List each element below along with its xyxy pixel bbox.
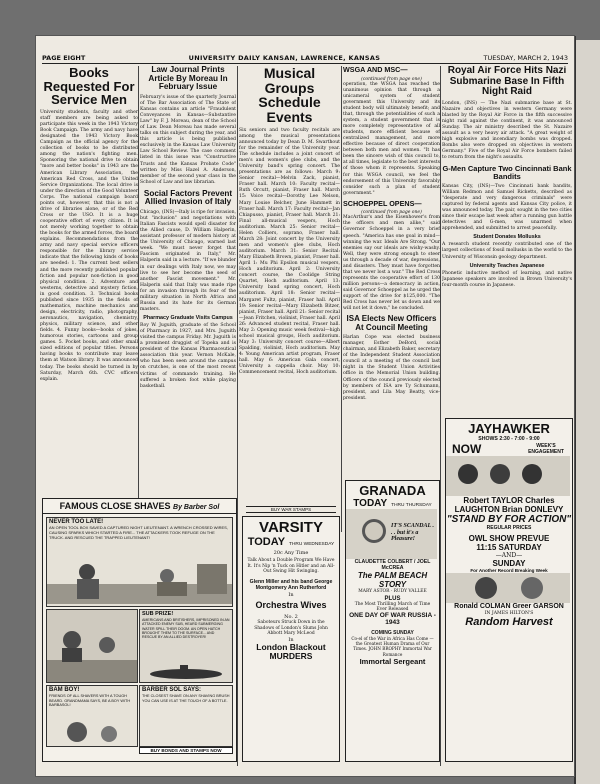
column-rule: [237, 66, 238, 766]
column-5: [442, 66, 572, 446]
granada-coming: COMING SUNDAY: [371, 629, 414, 636]
varsity-feature2: London Blackout MURDERS: [256, 641, 326, 662]
jayhawker-sunday: SUNDAY: [492, 559, 526, 569]
granada-cast: MARY ASTOR · RUDY VALLEE: [358, 589, 427, 594]
varsity-today: TODAY: [247, 536, 286, 548]
granada-extra-feature: ONE DAY OF WAR RUSSIA - 1943: [349, 612, 436, 627]
granada-tagline: IT'S SCANDAL . . . but it's a Pleasure!: [391, 523, 434, 543]
varsity-desc1: Talk About a Double Program We Have It. It's Nip 'n Tuck on Hitler and an All-Out Swing Hit Swinging.: [247, 558, 335, 574]
continued-note: (continued from page one): [361, 210, 422, 216]
newspaper-page: [36, 36, 574, 776]
panel4-text: THE CLOSEST SHAVE ON ANY SHAVING BRUSH YOU CAN USE IS AT THE TOUCH OF A BOTTLE.: [142, 694, 230, 703]
headline-social-factors: Social Factors Prevent Allied Invasion of Italy: [143, 188, 233, 207]
article-wsga-body: operation, the WSGA has reached the unanimous opinion that through a unicameral system of student government this University and its student body will ultimately benefit; and that, through the potentialities of such a system, a student government that is more completely representative of all students, more efficient because of centralized management, and more effective because of direct cooperation between both men and women. "It has been the sincere wish of this council to, at all times, legislate to the best interests of those whom it represents. Speaking for this WSGA council, we feel the endorsement of this University favorably consider such a plan of student government.": [343, 81, 440, 196]
jayhawker-prices: REGULAR PRICES: [486, 525, 532, 532]
jayhawker-feature2: Random Harvest: [465, 616, 553, 629]
article-mollusks-body: A research student recently contributed one of the largest collections of fossil mollusks in the world to the University of Wisconsin geology department.: [442, 242, 572, 260]
varsity-price: 20c Any Time: [273, 550, 309, 556]
granada-today: TODAY: [353, 498, 388, 509]
page-header: [42, 53, 568, 64]
headline-books: Books Requested For Service Men: [43, 66, 135, 108]
panel4-heading: BARBER SOL SAYS:: [142, 687, 202, 693]
article-musical-groups-body: Six seniors and two faculty recitals are among the musical presentations announced today by Dean D. M. Swarthout for the remainder of the University year. The schedule includes a joint concert of men's and women's glee clubs, and the University band's spring concert. The presentations are as follows: March 9: Senior recital—Melvin Zack, pianist, Fraser hall. March 10: Faculty recital—Ruth Orcutt, pianist, Fraser hall. March 15: Voice recital—Dorothy Lee Nelson, Mary Louise Belcher, June Hammett in Fraser hall. March 17: Faculty recital—Jan Chiapusso, pianist, Fraser hall. March 21: Final all-musical vespers, Hoch auditorium. March 25: Senior recital—Helen Colliers, soprano, Fraser hall. March 28: Joint concert by the University men and women's glee clubs, Hoch auditorium. March 31: Senior Recital: Mary Elizabeth Brown, pianist, Fraser hall. April 1: Mu Phi Epsilon musical vespers, Hoch auditorium. April 2: University concert course, the Coolidge String Quartet, Hoch auditorium. April 13: University band spring concert, Hoch auditorium. April 18: Senior recital—Margaret Fultz, pianist, Fraser hall. April 19: Senior recital—Mary Elizabeth Bitzer, pianist, Fraser hall. April 21: Senior recital—Jean Fritchen, violinist, Fraser hall. April 26: Advanced student recital, Fraser hall. May 2: Opening music week festival—high school musical groups, Hoch auditorium. May 3: University concert course—Albert Spalding, violinist, Hoch auditorium. May 4: Young American artist program, Fraser hall. May 6: American Gala concert, University a cappella choir. May 10: Commencement recital, Hoch auditorium.: [239, 127, 340, 376]
jayhawker-name: JAYHAWKER: [468, 421, 550, 436]
granada-plus: PLUS: [384, 596, 401, 602]
comic-panel-0: [46, 609, 138, 683]
varsity-name: VARSITY: [259, 519, 323, 536]
article-isa-body: Harlan Cope was elected business manager, Esther DeBord, social chairman, and Elizabeth Baker, secretary of the Independent Student Association council at a meeting of the council last night in the Student Union Activities office in the Memorial Union building. Officers of the council previously elected by members of ISA are Ty Schumann, president, and Lila May Beatty, vice-president.: [343, 335, 440, 401]
soldier-illustration: [47, 554, 232, 604]
column-2: [140, 66, 236, 532]
granada-thru: THRU THURSDAY: [391, 503, 432, 508]
panel1-text: AN OPEN TOOL BOX SAVED A CAPTURED NIGHT LIEUTENANT. A WRENCH CROSSED WIRES, CAUSING SPARKS WHICH STARTED A FIRE... THE ATTACKERS TOOK REFUGE ON THE TRUCK. AND RESCUED THE TRAPPED LIEUTENANT!: [49, 525, 228, 540]
headline-schoeppel: SCHOEPPEL OPENS—: [343, 198, 422, 208]
article-gmen-body: Kansas City, (INS)—Two Cincinnati bank bandits, William Redmon and Samuel Ricketts, described as "desperate and very dangerous criminals" were captured by federal agents and Kansas City police, it was announced today. The pair, sought in the two cities since their escape last week after a running gun battle detectives and G-men, was unarmed when apprehended, and submitted to arrest peacefully.: [442, 183, 572, 232]
article-social-factors-body: Chicago, (INS)—Italy is ripe for invasion, but "inclusion" and negotiations with Italian Fascists would spell disaster for the Allied cause, D. William Halperin, assistant professor of modern history at the University of Chicago, warned last week. "We must never forget that Fascism originated in Italy," Mr. Halperin said in a lecture. "If we blunder in our dealings with Italy now, we may live to see her become the seed of another Fascist movement." Mr. Halperin said that Italy was made ripe for an invasion through its fear of the military situation in North Africa and Russia and its hate for its German masters.: [140, 209, 236, 312]
article-pharmacy-body: Roy W. Juguith, graduate of the School of Pharmacy in 1927, and Mrs. Juguith visited the campus Friday. Mr. Juguith is a prominent druggist of Topeka and is president of the Kansas Pharmaceutical association this year. Vernon McKale, who has been seen around the campus on crutches, is one of the most recent victims of commando training. He suffered a broken foot while playing basketball.: [140, 323, 236, 389]
war-stamps-strip: BUY WAR STAMPS: [246, 506, 336, 513]
jayhawker-shows: SHOWS 2:30 - 7:00 - 9:00: [478, 436, 540, 442]
headline-raf: Royal Air Force Hits Nazi Submarine Base In Fifth Night Raid: [447, 66, 567, 97]
varsity-thru: THRU WEDNESDAY: [289, 542, 335, 547]
battle-illustration: [47, 610, 137, 682]
comic-panel-4: [139, 685, 233, 747]
comic-panel-1: [46, 517, 233, 607]
varsity-theater-ad: [242, 516, 340, 762]
jayhawker-and: —AND—: [495, 552, 523, 560]
headline-isa: ISA Elects New Officers At Council Meeting: [346, 314, 437, 332]
jayhawker-stars: Robert TAYLOR Charles LAUGHTON Brian DONLEVY: [454, 496, 564, 515]
headline-wsga: WSGA AND MSC—: [343, 66, 408, 74]
panel1-heading: NEVER TOO LATE!: [49, 519, 104, 525]
binding-spine: [574, 36, 576, 784]
headline-musical-groups: Musical Groups Schedule Events: [258, 66, 321, 126]
panel2-text: AMERICANS AND BRITISHERS, IMPRISONED IN AN ATTACKED ENEMY SUB, HEARD SUBMERGING WATER SPILL THEIR DOOM. AN OPEN HATCH BROUGHT THEM TO THE SURFACE... AND RESCUE BY AN ALLIED DESTROYER!: [142, 618, 230, 640]
headline-law-journal: Law Journal Prints Article By Moreau In February Issue: [148, 66, 228, 92]
varsity-when-row: [243, 536, 339, 548]
granada-feature: The PALM BEACH STORY: [357, 571, 428, 589]
comic-title-row: [43, 499, 236, 514]
granada-theater-ad: [345, 480, 440, 762]
granada-coming-feature: Immortal Sergeant: [359, 656, 426, 666]
column-3: [239, 66, 340, 506]
jayhawker-week: WEEK'S ENGAGEMENT: [528, 443, 564, 455]
headline-mollusks: Student Donates Mollusks: [473, 234, 541, 241]
article-raf-body: London, (INS) — The Nazi submarine base at St. Nazaire and objectives in western Germany were blasted by the Royal Air Force in the fifth successive night raid against the continent, it was announced Sunday. The air ministry described the St. Nazaire assault as a very heavy air attack. "A great weight of high explosive and incendiary bombs was dropped. Bombs also were dropped on objectives in western Germany." Five of the Royal Air Force bombers failed to return from the night's assaults.: [442, 100, 572, 161]
varsity-feature1: Orchestra Wives: [255, 600, 327, 610]
jayhawker-owl: OWL SHOW PREVUE: [468, 534, 550, 544]
jayhawker-owl-time: 11:15 SATURDAY: [476, 543, 542, 553]
continued-note: (continued from page one): [361, 76, 422, 82]
panel2-heading: SUB PRIZE!: [142, 611, 174, 617]
comic-tagline: BUY BONDS AND STAMPS NOW: [139, 747, 233, 754]
issue-date: TUESDAY, MARCH 2, 1943: [483, 54, 568, 62]
granada-when-row: [346, 498, 439, 509]
column-1: [40, 66, 138, 532]
varsity-no2: No. 2: [284, 614, 298, 620]
column-4: [343, 66, 440, 506]
granada-stars: CLAUDETTE COLBERT / JOEL McCREA: [354, 559, 431, 571]
jayhawker-now: NOW: [452, 442, 482, 456]
column-rule: [341, 66, 342, 532]
jayhawker-feature: "STAND BY FOR ACTION": [446, 514, 572, 526]
headline-gmen: G-Men Capture Two Cincinnati Bank Bandits: [442, 164, 572, 181]
article-schoeppel-body: MacArthur's and the Eisenhower's from the officers and men alike," said Governor Schoeppel in a very brief speech. "America has one goal in mind—winning the war. Ideals Are Strong. "Our enemies say our ideals are wishy-washy. Well, they were strong enough to steer us through a decade of war, depressions, and disasters. They must have forgotten that we never lost a war." The Red Cross represents the cooperative effort of 130 million persons—a democracy in action, said Governor Schoeppel as he urged the support of the drive for $125,000. "The Red Cross has never let us down and we will not let it down," he concluded.: [343, 215, 440, 312]
barbasol-comic-ad: [42, 498, 237, 762]
page-label: PAGE EIGHT: [42, 54, 86, 62]
varsity-in: In: [288, 592, 294, 598]
jayhawker-another: For Another Record Breaking Week: [470, 568, 548, 574]
column-rule: [138, 66, 139, 532]
jayhawker-now-row: [446, 442, 572, 456]
panel3-heading: BAM BOY!: [49, 687, 80, 693]
comic-byline: By Barber Sol: [173, 504, 220, 511]
panel3-text: FRIENDS OF ALL SHAVERS WITH A TOUGH BEARD. GRANDMAMA SAYS, BE A BOY WITH BARBASOL!: [49, 694, 131, 708]
jayhawker-poster-art: [446, 456, 570, 496]
headline-pharmacy: Pharmacy Graduate Visits Campus: [143, 315, 233, 322]
comic-panel-2: [139, 609, 233, 683]
granada-coming-desc: Co-el of the War in Africa Has Come — the Greatest Human Drama of Our Times. JOHN BROPHY Immortal War Romance: [351, 635, 434, 657]
paper-name: UNIVERSITY DAILY KANSAN, LAWRENCE, KANSAS: [188, 54, 381, 62]
submarine-illustration: [140, 662, 232, 682]
jayhawker-stars2: Ronald COLMAN Greer GARSON: [454, 603, 564, 611]
headline-japanese: University Teaches Japanese: [469, 262, 545, 269]
article-japanese-body: Phonetic inductive method of learning, and native Japanese speakers are involved in Brown University's four-month course in Japanese.: [442, 270, 572, 288]
varsity-stars: Glenn Miller and his band George Montgomery Ann Rutherford: [249, 578, 333, 592]
article-books-body: University students, faculty and other staff members are being asked to participate this week in the 1943 Victory Book Campaign. The army and navy have designated the 1943 Victory Book Campaign as the official agency for the collection of books to be distributed among the nation's fighting men. Sponsoring the national drive to obtain "more and better books" in 1943 are the American Library Association, the American Red Cross, and the United Service Organizations. The local drive is under the direction of the Good Volunteer Corps. The national campaign board points out, however, that this is not a drive of libraries alone, or of the Red Cross or the USO. It is a huge cooperative effort of every citizen. It is not merely working together to obtain the books for the armed forces, the board explains. Recommendations from the army and navy special service officers responsible for the library service indicate that the following kinds of books are needed: 1. The current best sellers and the more recently published popular fiction and popular non-fiction in good physical condition. 2. Adventure and westerns, detective and mystery fiction, in good condition. 3. Technical books published since 1935 in the fields of mathematics, machine mechanics and design, electricity, radio, photography, aeronautics, navigation, chemistry, physics, military science, and other fields. 4. Funny books—books of jokes, humorous stories, cartoons and group games. 5. Pocket books, and other small sized editions of popular titles. Persons having books to contribute may leave them at Watson library. It was announced today. The books should be turned in by Saturday, March 6th. CVC officers explain.: [40, 109, 138, 382]
varsity-desc2: Saboteurs Struck Down in the Shadows of London's Slums John Abbott Mary McLeod: [254, 620, 328, 636]
adjacent-page-edge: [576, 40, 600, 784]
varsity-in2: In: [288, 636, 294, 643]
jayhawker-james: IN JAMES HILTON'S: [484, 611, 534, 617]
shaving-man-illustration: [47, 718, 137, 746]
random-harvest-poster-art: [446, 573, 570, 603]
comic-panel-3: [46, 685, 138, 747]
jayhawker-theater-ad: [445, 418, 573, 762]
column-rule: [440, 66, 441, 766]
granada-name: GRANADA: [359, 483, 426, 498]
granada-extra-title: The Most Thrilling March of Time Ever Released: [354, 602, 431, 612]
article-law-journal-body: February's issue of the quarterly Journal of The Bar Association of The State of Kansas contains an article "Fraudulent Conveyances in Kansas—Substantive Law" by F. J. Moreau, dean of the School of Law. Dean Moreau has made several talks on this subject during the year, and this article is being published exclusively in the Kansas Law University Law School Review. The case comment listed in this issue was "Constructive Trusts and the Kansas Probate Code" written by Miss Hazel A. Anderson, member of the second year class in the School of Law and law librarian.: [140, 94, 236, 185]
comic-title: FAMOUS CLOSE SHAVES: [59, 501, 171, 511]
